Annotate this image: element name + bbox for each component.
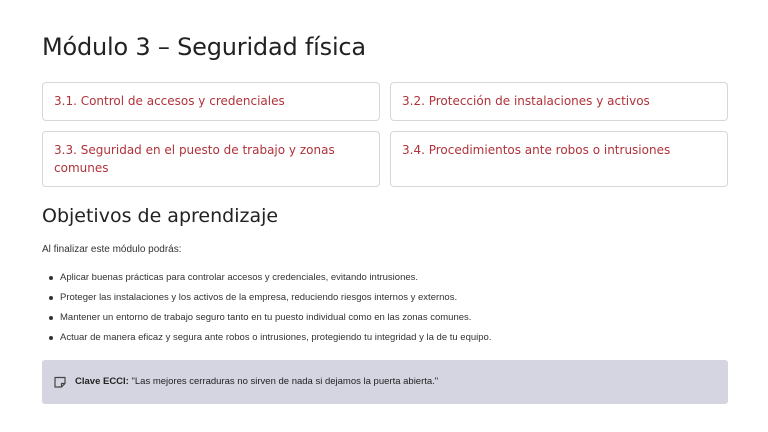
note-icon — [52, 374, 68, 390]
topic-card-3-4[interactable]: 3.4. Procedimientos ante robos o intrusiones — [390, 131, 728, 187]
topic-card-3-3[interactable]: 3.3. Seguridad en el puesto de trabajo y zonas comunes — [42, 131, 380, 187]
key-callout — [42, 360, 728, 404]
topic-card-3-2[interactable]: 3.2. Protección de instalaciones y activos — [390, 82, 728, 121]
objectives-intro: Al finalizar este módulo podrás: — [42, 244, 182, 255]
callout-quote: "Las mejores cerraduras no sirven de nada si dejamos la puerta abierta." — [128, 376, 439, 387]
module-page — [42, 0, 728, 432]
topic-cards — [42, 82, 728, 187]
objective-item: Actuar de manera eficaz y segura ante robos o intrusiones, protegiendo tu integridad y la de tu equipo. — [42, 331, 728, 351]
objectives-heading: Objetivos de aprendizaje — [42, 205, 279, 227]
objectives-list — [42, 271, 728, 351]
callout-label: Clave ECCI: — [75, 376, 129, 387]
page-title: Módulo 3 – Seguridad física — [42, 33, 366, 61]
objective-item: Mantener un entorno de trabajo seguro tanto en tu puesto individual como en las zonas comunes. — [42, 311, 728, 331]
callout-text — [75, 375, 438, 389]
objective-item: Aplicar buenas prácticas para controlar accesos y credenciales, evitando intrusiones. — [42, 271, 728, 291]
topic-card-3-1[interactable]: 3.1. Control de accesos y credenciales — [42, 82, 380, 121]
objective-item: Proteger las instalaciones y los activos de la empresa, reduciendo riesgos internos y externos. — [42, 291, 728, 311]
